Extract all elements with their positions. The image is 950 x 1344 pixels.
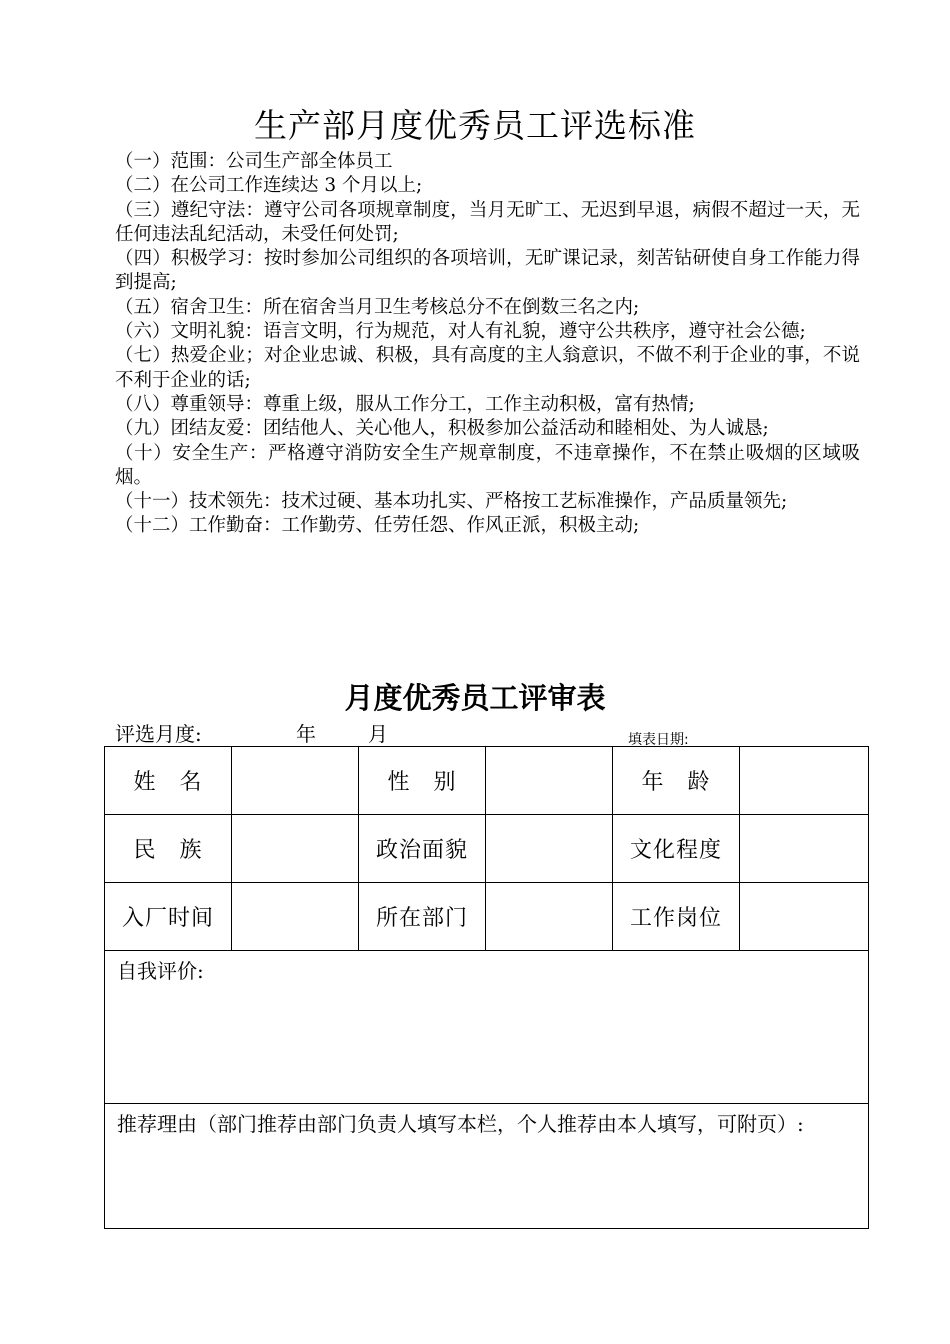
table-row — [105, 747, 869, 815]
name-label: 姓 名 — [105, 747, 232, 815]
criteria-item: （九）团结友爱：团结他人、关心他人，积极参加公益活动和睦相处、为人诚恳; — [115, 418, 769, 440]
criteria-item: （十一）技术领先：技术过硬、基本功扎实、严格按工艺标准操作，产品质量领先; — [115, 491, 788, 513]
evaluation-month-label: 评选月度: — [115, 722, 202, 746]
criteria-item: （十）安全生产：严格遵守消防安全生产规章制度，不违章操作，不在禁止吸烟的区域吸烟。 — [115, 442, 860, 488]
political-status-label: 政治面貌 — [359, 815, 486, 883]
position-label: 工作岗位 — [613, 883, 740, 951]
gender-label: 性 别 — [359, 747, 486, 815]
political-status-field[interactable] — [486, 815, 613, 883]
criteria-list — [115, 150, 860, 539]
table-row — [105, 815, 869, 883]
self-evaluation-field[interactable] — [105, 951, 869, 1104]
age-label: 年 龄 — [613, 747, 740, 815]
self-evaluation-label: 自我评价: — [117, 959, 204, 983]
criteria-item: （六）文明礼貌：语言文明，行为规范，对人有礼貌，遵守公共秩序，遵守社会公德; — [115, 321, 806, 343]
criteria-item: （二）在公司工作连续达 3 个月以上; — [115, 175, 423, 197]
criteria-item: （五）宿舍卫生：所在宿舍当月卫生考核总分不在倒数三名之内; — [115, 296, 640, 318]
criteria-item: （七）热爱企业；对企业忠诚、积极，具有高度的主人翁意识，不做不利于企业的事，不说不利于企业的话; — [115, 345, 860, 391]
education-label: 文化程度 — [613, 815, 740, 883]
review-form-table — [104, 746, 869, 1229]
gender-field[interactable] — [486, 747, 613, 815]
year-label: 年 — [296, 722, 316, 746]
fill-date-label: 填表日期: — [628, 732, 689, 748]
month-label: 月 — [368, 722, 388, 746]
department-label: 所在部门 — [359, 883, 486, 951]
criteria-item: （一）范围：公司生产部全体员工 — [115, 151, 393, 172]
name-field[interactable] — [232, 747, 359, 815]
recommendation-label: 推荐理由（部门推荐由部门负责人填写本栏，个人推荐由本人填写，可附页）: — [117, 1112, 804, 1136]
education-field[interactable] — [740, 815, 869, 883]
ethnicity-field[interactable] — [232, 815, 359, 883]
ethnicity-label: 民 族 — [105, 815, 232, 883]
join-date-label: 入厂时间 — [105, 883, 232, 951]
form-title: 月度优秀员工评审表 — [344, 681, 606, 715]
table-row — [105, 883, 869, 951]
recommendation-field[interactable] — [105, 1104, 869, 1229]
criteria-item: （八）尊重领导：尊重上级，服从工作分工，工作主动积极，富有热情; — [115, 393, 695, 415]
position-field[interactable] — [740, 883, 869, 951]
page-title: 生产部月度优秀员工评选标准 — [254, 106, 696, 145]
department-field[interactable] — [486, 883, 613, 951]
table-row — [105, 951, 869, 1104]
criteria-item: （四）积极学习：按时参加公司组织的各项培训，无旷课记录，刻苦钻研使自身工作能力得到提高; — [115, 248, 860, 294]
criteria-item: （十二）工作勤奋：工作勤劳、任劳任怨、作风正派，积极主动; — [115, 515, 640, 537]
age-field[interactable] — [740, 747, 869, 815]
table-row — [105, 1104, 869, 1229]
criteria-item: （三）遵纪守法：遵守公司各项规章制度，当月无旷工、无迟到早退，病假不超过一天，无任何违法乱纪活动，未受任何处罚; — [115, 199, 860, 245]
join-date-field[interactable] — [232, 883, 359, 951]
